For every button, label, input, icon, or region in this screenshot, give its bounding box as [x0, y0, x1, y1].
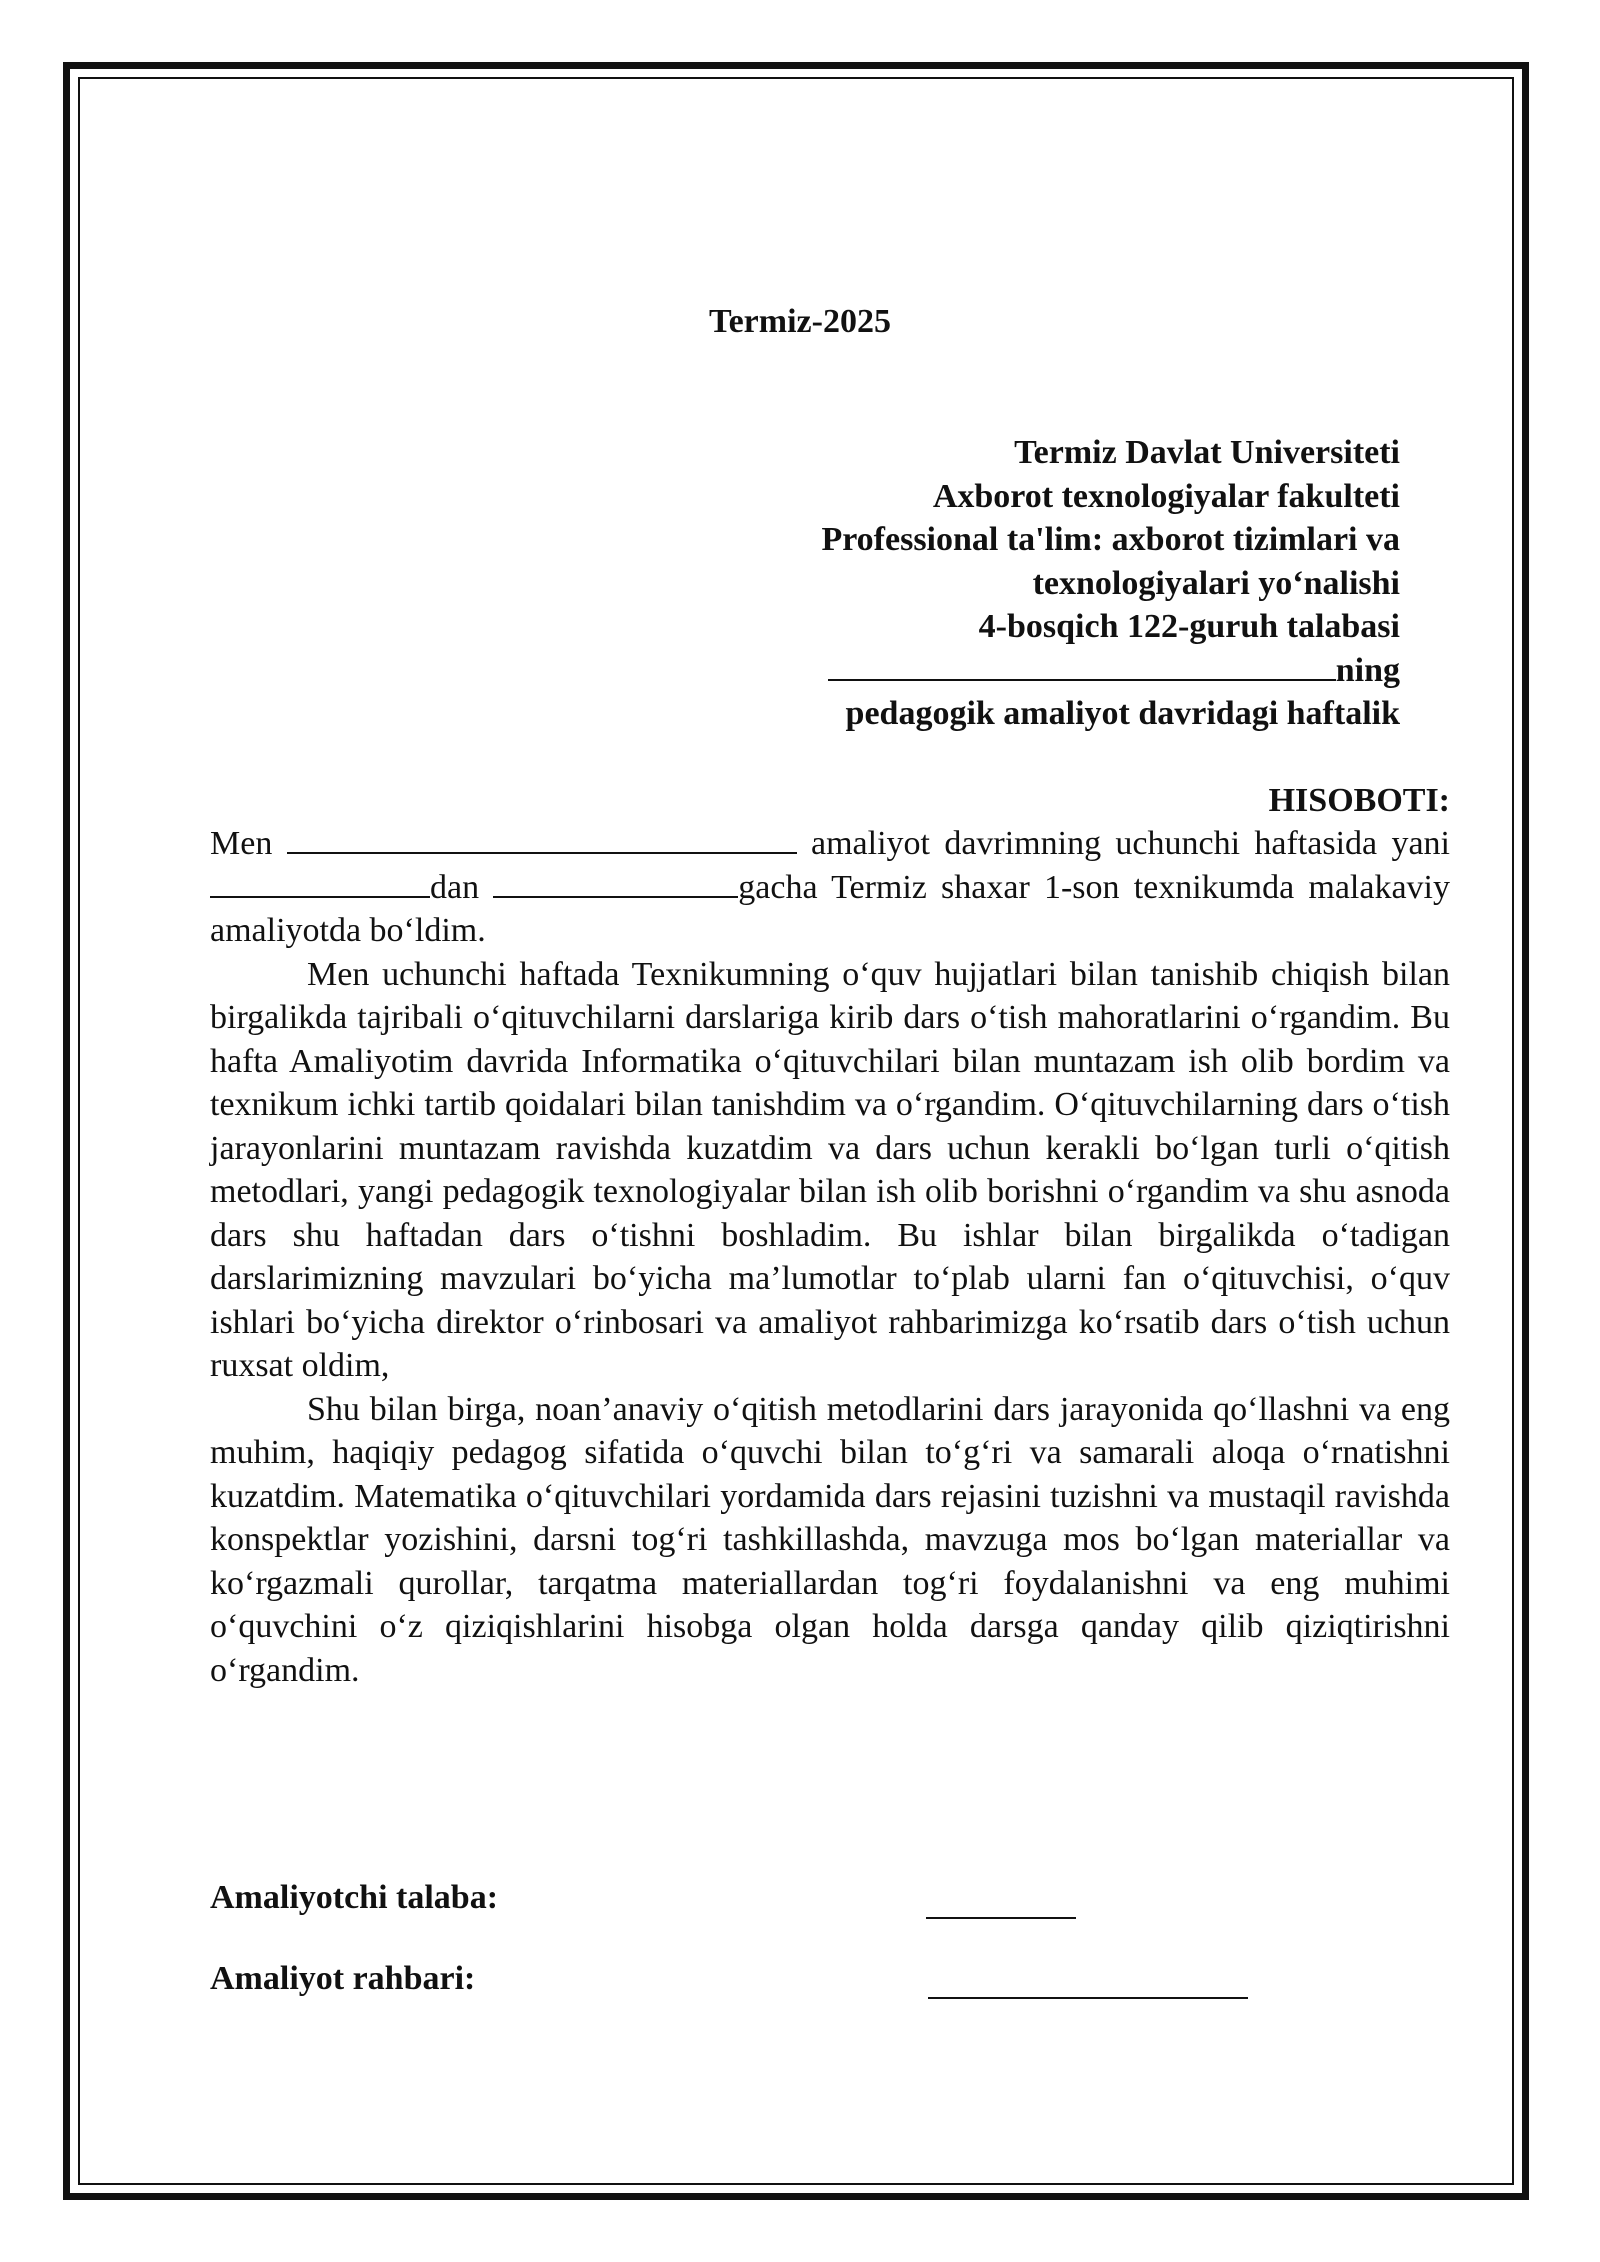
student-signature-label: Amaliyotchi talaba:	[210, 1879, 499, 1916]
supervisor-signature-line	[928, 1997, 1248, 1999]
body-paragraph-2: Shu bilan birga, noan’anaviy o‘qitish metodlarini dars jarayonida qo‘llashni va eng muhim, haqiqiy pedagog sifatida o‘quvchi bilan to‘g‘ri va samarali aloqa o‘rnatishni kuzatdim. Matematika o‘qituvchilari yordamida dars rejasini tuzishni va mustaqil ravishda konspektlar yozishini, darsni tog‘ri tashkillashda, mavzuga mos bo‘lgan materiallar va ko‘rgazmali qurollar, tarqatma materiallardan tog‘ri foydalanishni va eng muhimi o‘quvchini o‘z qiziqishlarini hisobga olgan holda darsga qanday qilib qiziqtirishni o‘rgandim.	[210, 1390, 1450, 1689]
intro-dan: dan	[430, 868, 480, 906]
program-line-2: texnologiyalari yo‘nalishi	[1032, 564, 1400, 602]
student-name-line	[500, 649, 1400, 693]
intro-after-name: amaliyot davrimning uchunchi haftasida	[811, 825, 1378, 862]
end-date-blank	[493, 866, 738, 898]
report-title: HISOBOTI:	[1268, 782, 1450, 819]
supervisor-signature-label: Amaliyot rahbari:	[210, 1960, 476, 1997]
body-paragraph-1: Men uchunchi haftada Texnikumning o‘quv hujjatlari bilan tanishib chiqish bilan birgalikda tajribali o‘qituvchilarni darslariga kirib dars o‘tish mahoratlarini o‘rgandim. Bu hafta Amaliyotim davrida Informatika o‘qituvchilari bilan muntazam ish olib bordim va texnikum ichki tartib qoidalari bilan tanishdim va o‘rgandim. O‘qituvchilarning dars o‘tish jarayonlarini muntazam ravishda kuzatdim va dars uchun kerakli bo‘lgan turli o‘qitish metodlari, yangi pedagogik texnologiyalar bilan ish olib borishni o‘rgandim va shu asnoda dars shu haftadan dars o‘tishni boshladim. Bu ishlar bilan birgalikda o‘tadigan darslarimizning mavzulari bo‘yicha ma’lumotlar to‘plab ularni fan o‘qituvchisi, o‘quv ishlari bo‘yicha direktor o‘rinbosari va amaliyot rahbarimizga ko‘rsatib dars o‘tish uchun ruxsat oldim,	[210, 955, 1450, 1384]
course-group-line: 4-bosqich 122-guruh talabasi	[978, 608, 1400, 645]
student-signature-line	[926, 1917, 1076, 1919]
faculty-name: Axborot texnologiyalar fakulteti	[932, 477, 1400, 515]
report-subtitle: pedagogik amaliyot davridagi haftalik	[845, 695, 1400, 732]
start-date-blank	[210, 866, 430, 898]
intro-gacha: gacha Termiz shaxar 1-son texnikumda malakaviy amaliyotda bo‘ldim.	[210, 868, 1450, 949]
university-name: Termiz Davlat Universiteti	[1014, 434, 1400, 471]
program-line-1: Professional ta'lim: axborot tizimlari va	[821, 521, 1400, 558]
intro-yani: yani	[1391, 825, 1450, 862]
name-blank	[287, 822, 797, 854]
intro-paragraph	[210, 822, 1450, 953]
city-year-heading: Termiz-2025	[709, 303, 891, 340]
report-body	[210, 822, 1450, 1692]
student-name-blank	[828, 649, 1336, 681]
header-block	[500, 431, 1400, 736]
intro-men: Men	[210, 825, 273, 862]
student-name-suffix: ning	[1335, 651, 1400, 689]
